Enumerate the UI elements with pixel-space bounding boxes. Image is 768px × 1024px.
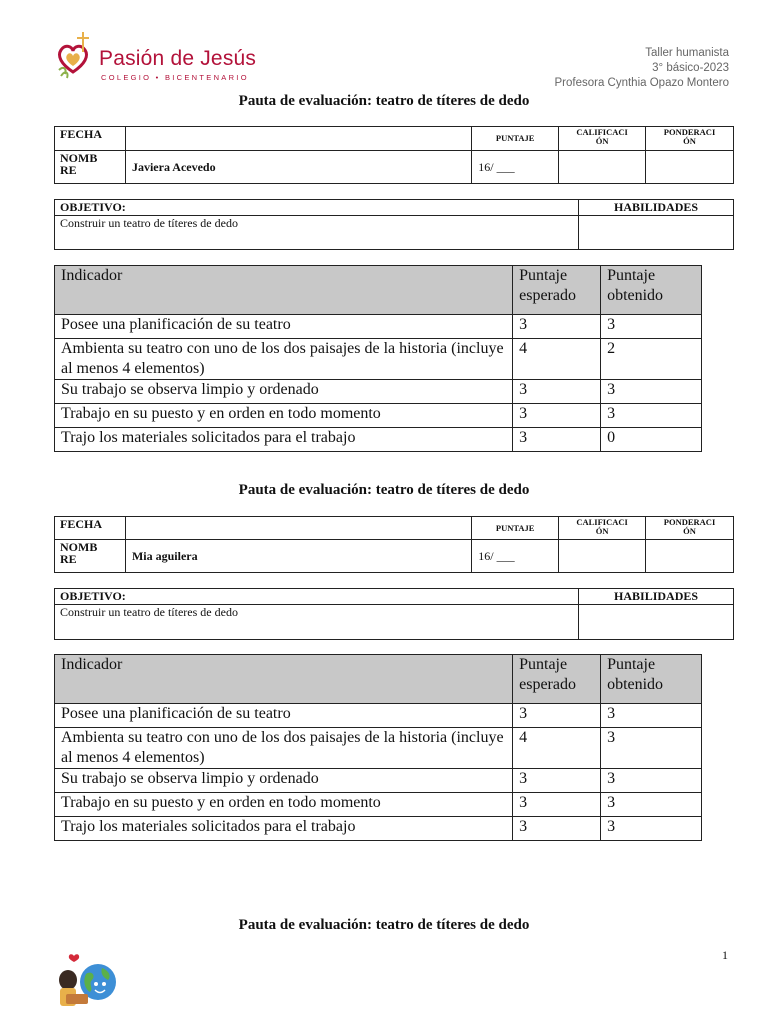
expected-score: 3 [513,428,601,452]
transformar-badge [52,950,140,1010]
table-row [55,315,702,339]
fecha-value[interactable] [125,517,471,540]
table-row [55,728,702,769]
objetivo-text: Construir un teatro de títeres de dedo [55,605,579,640]
calificacion-value[interactable] [559,540,646,573]
habilidades-label: HABILIDADES [579,200,734,216]
calificacion-label: CALIFICACI ÓN [559,517,646,540]
table-row [55,769,702,793]
obtained-score: 3 [601,728,702,769]
indicator-text: Su trabajo se observa limpio y ordenado [55,380,513,404]
expected-score: 3 [513,315,601,339]
nombre-label: NOMB RE [55,540,126,573]
indicator-text: Trabajo en su puesto y en orden en todo momento [55,793,513,817]
table-row [55,793,702,817]
student-info-table [54,126,734,184]
expected-score: 3 [513,793,601,817]
course-info [554,46,729,91]
expected-header: Puntaje esperado [513,655,601,704]
course-line: Taller humanista [645,47,729,59]
fecha-label: FECHA [55,517,126,540]
course-line: Profesora Cynthia Opazo Montero [554,77,729,89]
rubric-title: Pauta de evaluación: teatro de títeres de dedo [238,482,530,498]
table-row [55,404,702,428]
indicator-text: Trajo los materiales solicitados para el trabajo [55,817,513,841]
objetivo-label: OBJETIVO: [55,200,579,216]
calificacion-value[interactable] [559,151,646,184]
indicator-table [54,265,702,452]
ponderacion-value[interactable] [646,540,734,573]
table-row [55,380,702,404]
puntaje-label: PUNTAJE [472,127,559,151]
expected-score: 3 [513,380,601,404]
school-tagline: COLEGIO • BICENTENARIO [101,73,249,82]
nombre-label: NOMB RE [55,151,126,184]
obtained-score: 3 [601,315,702,339]
obtained-score: 3 [601,404,702,428]
objetivo-label: OBJETIVO: [55,589,579,605]
objetivo-text: Construir un teatro de títeres de dedo [55,216,579,250]
fecha-label: FECHA [55,127,126,151]
obtained-header: Puntaje obtenido [601,266,702,315]
indicador-header: Indicador [55,655,513,704]
student-name: Mia aguilera [125,540,471,573]
puntaje-label: PUNTAJE [472,517,559,540]
student-info-table [54,516,734,573]
indicator-text: Trabajo en su puesto y en orden en todo momento [55,404,513,428]
objective-table [54,588,734,640]
indicator-text: Ambienta su teatro con uno de los dos paisajes de la historia (incluye al menos 4 elementos) [55,728,513,769]
objective-table [54,199,734,250]
expected-score: 4 [513,339,601,380]
expected-score: 3 [513,404,601,428]
course-line: 3° básico-2023 [652,62,729,74]
indicator-table [54,654,702,841]
ponderacion-label: PONDERACI ÓN [646,517,734,540]
school-name: Pasión de Jesús [99,47,257,70]
table-row [55,428,702,452]
indicador-header: Indicador [55,266,513,315]
indicator-text: Trajo los materiales solicitados para el trabajo [55,428,513,452]
heart-cross-icon [55,28,101,86]
table-row [55,817,702,841]
table-row [55,704,702,728]
obtained-score: 3 [601,704,702,728]
obtained-score: 2 [601,339,702,380]
expected-score: 4 [513,728,601,769]
school-logo [55,28,265,88]
globe-mascot-icon [52,950,140,1010]
rubric-title: Pauta de evaluación: teatro de títeres de dedo [238,93,530,109]
indicator-text: Posee una planificación de su teatro [55,704,513,728]
indicator-text: Ambienta su teatro con uno de los dos paisajes de la historia (incluye al menos 4 elementos) [55,339,513,380]
expected-score: 3 [513,817,601,841]
fecha-value[interactable] [125,127,471,151]
habilidades-value [579,605,734,640]
obtained-header: Puntaje obtenido [601,655,702,704]
obtained-score: 0 [601,428,702,452]
expected-score: 3 [513,769,601,793]
score-value: 16/ ___ [472,151,559,184]
indicator-text: Su trabajo se observa limpio y ordenado [55,769,513,793]
expected-score: 3 [513,704,601,728]
score-value: 16/ ___ [472,540,559,573]
calificacion-label: CALIFICACI ÓN [559,127,646,151]
habilidades-value [579,216,734,250]
ponderacion-label: PONDERACI ÓN [646,127,734,151]
obtained-score: 3 [601,769,702,793]
page-number: 1 [722,948,728,962]
ponderacion-value[interactable] [646,151,734,184]
obtained-score: 3 [601,817,702,841]
obtained-score: 3 [601,380,702,404]
habilidades-label: HABILIDADES [579,589,734,605]
rubric-title: Pauta de evaluación: teatro de títeres de dedo [238,917,530,933]
student-name: Javiera Acevedo [125,151,471,184]
table-row [55,339,702,380]
indicator-text: Posee una planificación de su teatro [55,315,513,339]
expected-header: Puntaje esperado [513,266,601,315]
obtained-score: 3 [601,793,702,817]
